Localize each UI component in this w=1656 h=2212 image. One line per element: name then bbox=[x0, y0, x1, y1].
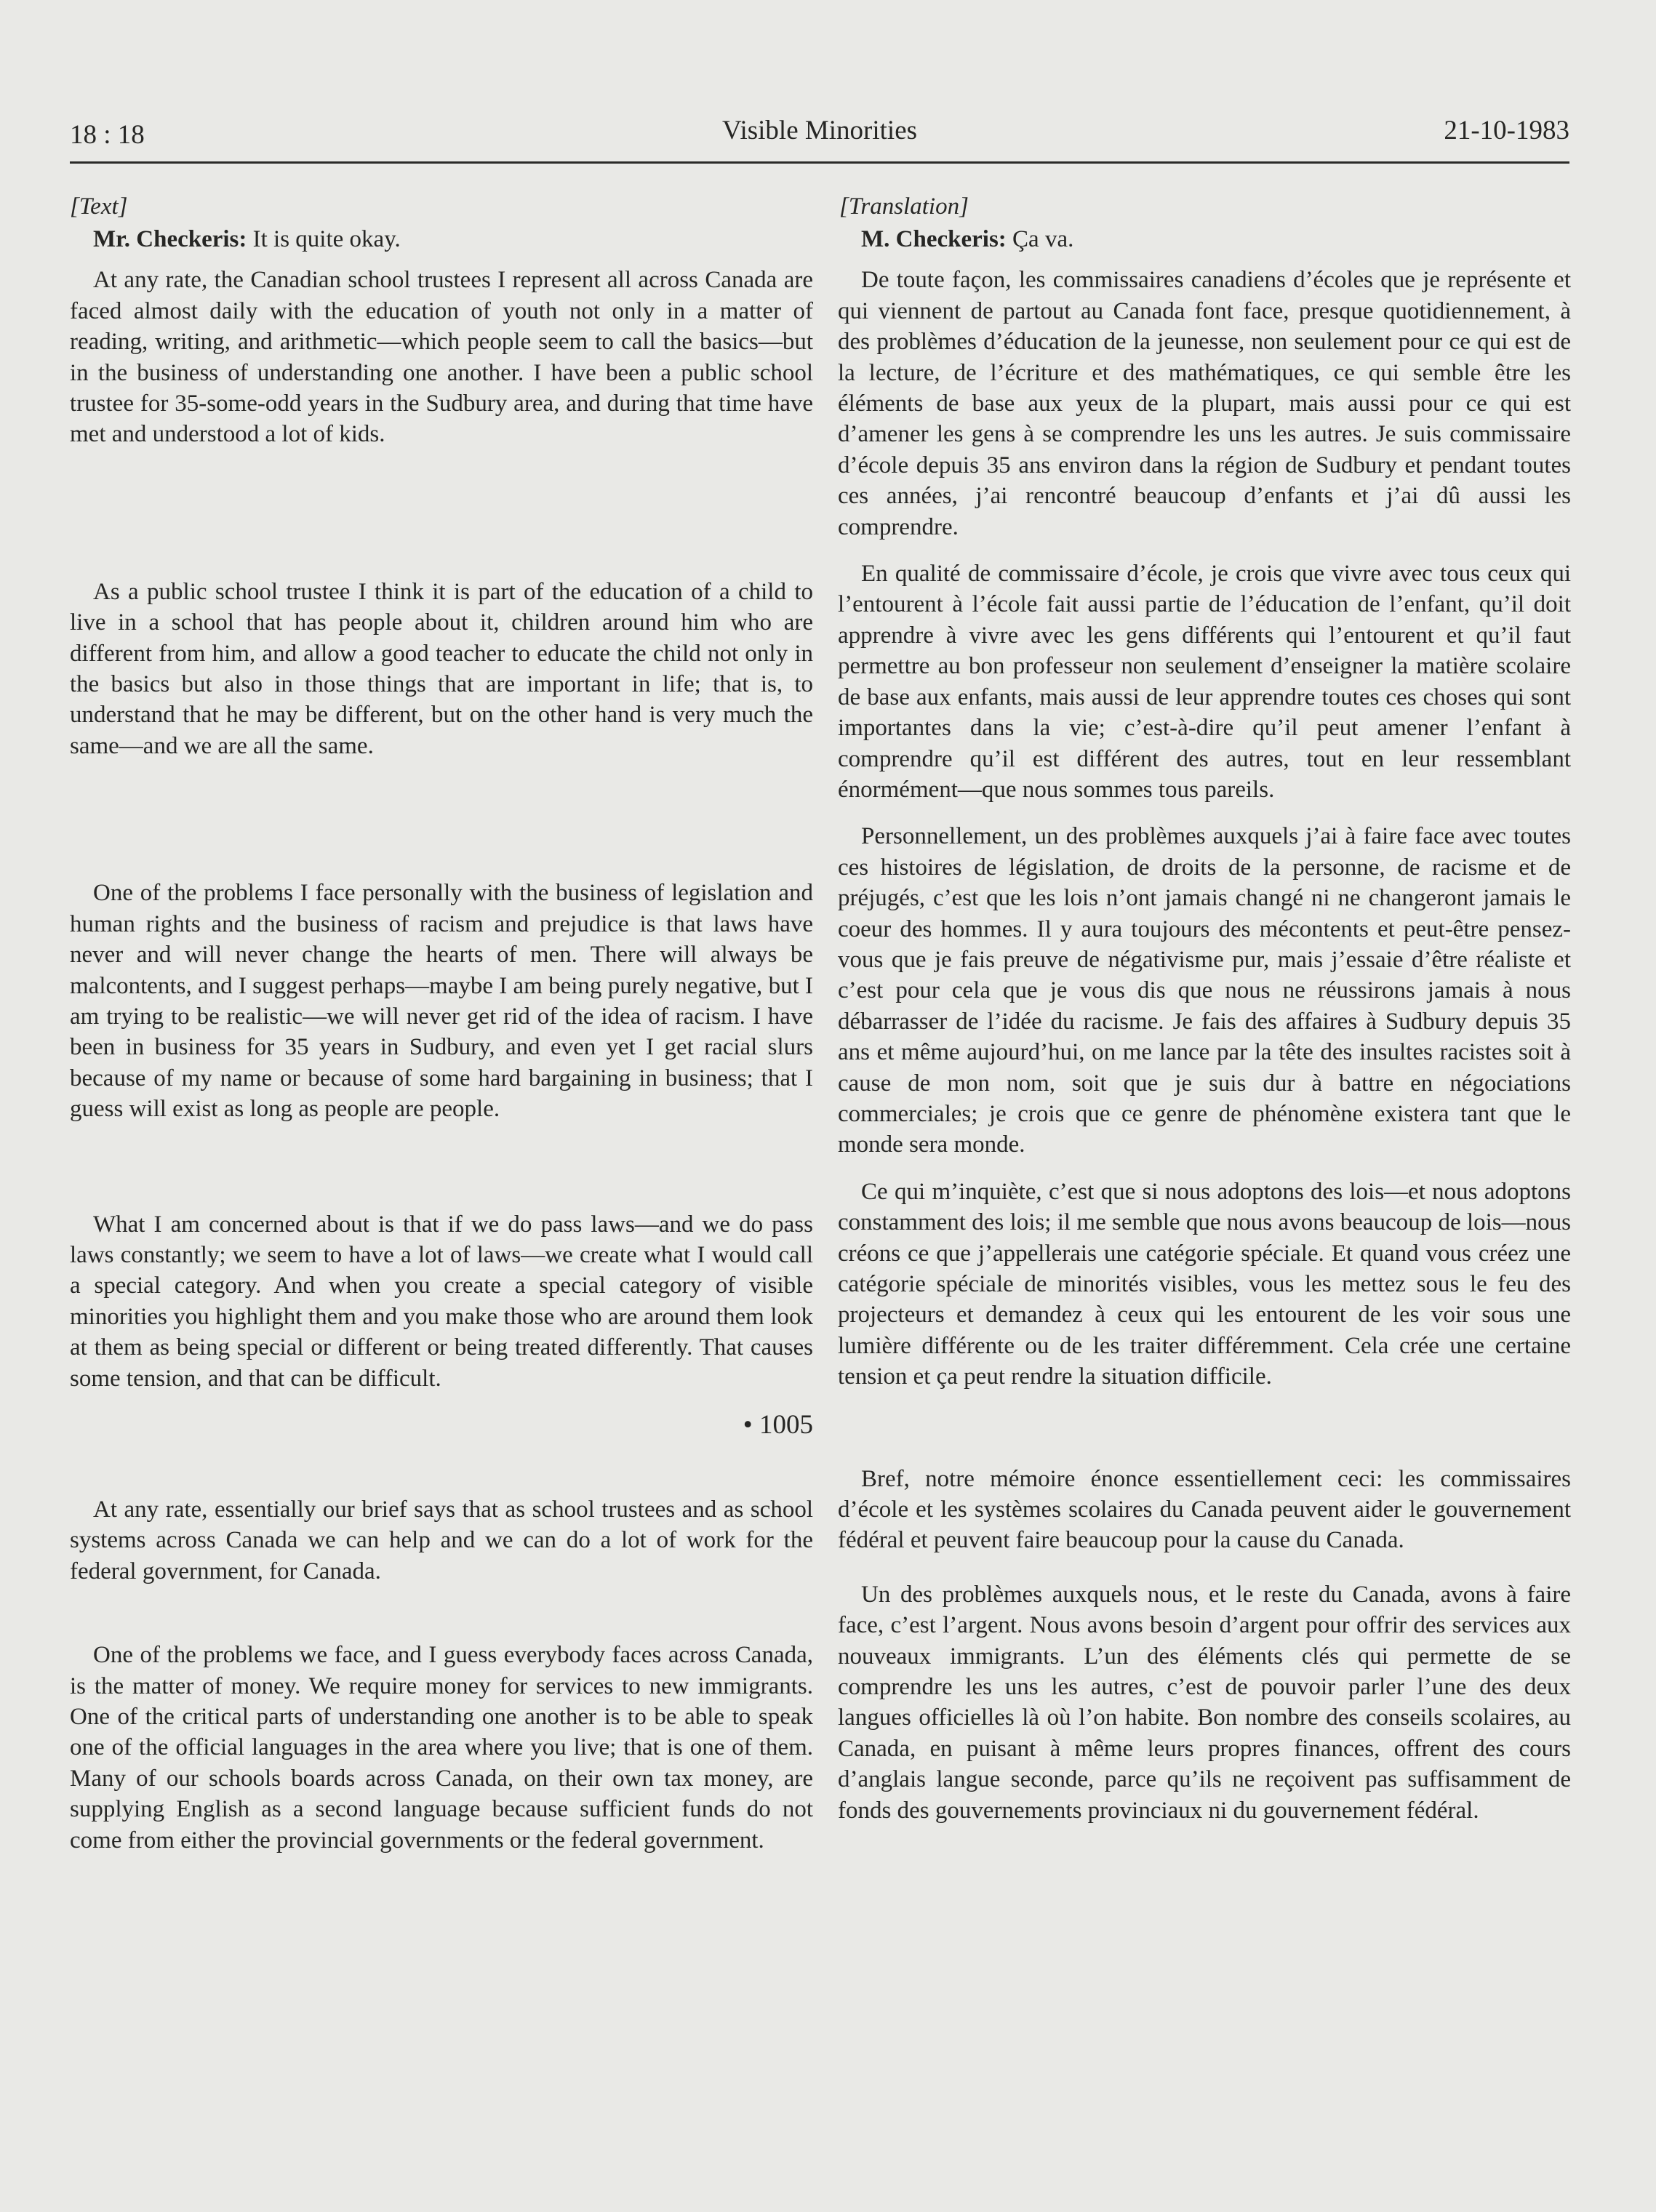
speaker-remark: Ça va. bbox=[1006, 226, 1074, 252]
timestamp-marker: • 1005 bbox=[743, 1409, 813, 1440]
paragraph: De toute façon, les commissaires canadiens d’écoles que je représente et qui viennent de partout au Canada font face, presque quotidiennement, à des problèmes d’éducation de la jeunesse, non seulement pour ce qui est de la lecture, de l’écriture et des mathématiques, ce qui semble être les éléments de base aux yeux de la plupart, mais aussi pour ce qui est d’amener les gens à se comprendre les uns les autres. Je suis commissaire d’école depuis 35 ans environ dans la région de Sudbury et pendant toutes ces années, j’ai rencontré beaucoup d’enfants et j’ai dû aussi les comprendre. bbox=[838, 267, 1571, 540]
speaker-line bbox=[70, 224, 813, 255]
paragraph: Bref, notre mémoire énonce essentiellement ceci: les commissaires d’école et les systèmes scolaires du Canada peuvent aider le gouvernement fédéral et peuvent faire beaucoup pour la cause du Canada. bbox=[838, 1465, 1571, 1554]
paragraph: Personnellement, un des problèmes auxquels j’ai à faire face avec toutes ces histoires de législation, de droits de la personne, de racisme et de préjugés, c’est que les lois n’ont jamais changé ni ne changeront jamais le coeur des hommes. Il y aura toujours des mécontents et peut-être pensez-vous que je fais preuve de négativisme pur, mais j’essaie d’être réaliste et c’est pour cela que je vous dis que nous ne réussirons jamais à nous débarrasser de l’idée du racisme. Je fais des affaires à Sudbury depuis 35 ans et même aujourd’hui, on me lance par la tête des insultes racistes soit à cause de mon nom, soit que je suis dur à battre en négociations commerciales; je crois que ce genre de phénomène existera tant que le monde sera monde. bbox=[838, 823, 1571, 1158]
paragraph: As a public school trustee I think it is part of the education of a child to live in a school that has people about it, children around him who are different from him, and allow a good teacher to educate the child not only in the basics but also in those things that are important in life; that is, to understand that he may be different, but on the other hand is very much the same—and we are all the same. bbox=[70, 578, 813, 759]
column-label-translation: [Translation] bbox=[839, 193, 969, 220]
paragraph: At any rate, the Canadian school trustees I represent all across Canada are faced almost daily with the education of youth not only in a matter of reading, writing, and arithmetic—which people seem to call the basics—but in the business of understanding one another. I have been a public school trustee for 35-some-odd years in the Sudbury area, and during that time have met and understood a lot of kids. bbox=[70, 267, 813, 448]
paragraph: Ce qui m’inquiète, c’est que si nous adoptons des lois—et nous adoptons constamment des lois; il me semble que nous avons beaucoup de lois—nous créons ce que j’appellerais une catégorie spéciale. Et quand vous créez une catégorie spéciale de minorités visibles, vous les mettez sous le feu des projecteurs et demandez à ceux qui les entourent de les voir sous une lumière différente ou de les traiter différemment. Cela crée une certaine tension et ça peut rendre la situation difficile. bbox=[838, 1178, 1571, 1390]
paragraph: One of the problems I face personally with the business of legislation and human rights and the business of racism and prejudice is that laws have never and will never change the hearts of men. There will always be malcontents, and I suggest perhaps—maybe I am being purely negative, but I am trying to be realistic—we will never get rid of the idea of racism. I have been in business for 35 years in Sudbury, and even yet I get racial slurs because of my name or because of some hard bargaining in business; that I guess will exist as long as people are people. bbox=[70, 880, 813, 1123]
paragraph: At any rate, essentially our brief says that as school trustees and as school systems across Canada we can help and we can do a lot of work for the federal government, for Canada. bbox=[70, 1496, 813, 1584]
paragraph: One of the problems we face, and I guess everybody faces across Canada, is the matter of money. We require money for services to new immigrants. One of the critical parts of understanding one another is to be able to speak one of the official languages in the area where you live; that is one of them. Many of our schools boards across Canada, on their own tax money, are supplying English as a second language because sufficient funds do not come from either the provincial governments or the federal government. bbox=[70, 1642, 813, 1854]
paragraph: En qualité de commissaire d’école, je crois que vivre avec tous ceux qui l’entourent à l’école fait aussi partie de l’éducation de l’enfant, qu’il doit apprendre à vivre avec les gens différents qui l’entourent et qu’il faut permettre au bon professeur non seulement d’enseigner la matière scolaire de base aux enfants, mais aussi de leur apprendre toutes ces choses qui sont importantes dans la vie; c’est-à-dire qu’il peut amener l’enfant à comprendre qu’il est différent des autres, tout en leur ressemblant énormément—que nous sommes tous pareils. bbox=[838, 561, 1571, 803]
french-column bbox=[838, 191, 1571, 1826]
speaker-remark: It is quite okay. bbox=[247, 226, 401, 252]
paragraph: What I am concerned about is that if we do pass laws—and we do pass laws constantly; we seem to have a lot of laws—we create what I would call a special category. And when you create a special category of visible minorities you highlight them and you make those who are around them look at them as being special or different or being treated differently. That causes some tension, and that can be difficult. bbox=[70, 1211, 813, 1392]
document-date: 21-10-1983 bbox=[1444, 116, 1569, 145]
page-header bbox=[70, 115, 1569, 156]
paragraph: Un des problèmes auxquels nous, et le reste du Canada, avons à faire face, c’est l’argent. Nous avons besoin d’argent pour offrir des services aux nouveaux immigrants. L’un des éléments clés qui permette de se comprendre les uns les autres, c’est de pouvoir parler l’une des deux langues officielles là où l’on habite. Bon nombre des conseils scolaires, au Canada, en puisant à même leurs propres finances, offrent des cours d’anglais langue seconde, parce qu’ils ne reçoivent pas suffisamment de fonds des gouvernements provinciaux ni du gouvernement fédéral. bbox=[838, 1581, 1571, 1824]
header-rule bbox=[70, 161, 1569, 164]
speaker-name: M. Checkeris: bbox=[861, 226, 1007, 252]
speaker-line bbox=[838, 224, 1571, 255]
column-label-text: [Text] bbox=[70, 193, 128, 220]
document-title: Visible Minorities bbox=[721, 116, 918, 145]
page-number: 18 : 18 bbox=[70, 120, 145, 150]
english-column bbox=[70, 191, 813, 1856]
speaker-name: Mr. Checkeris: bbox=[93, 226, 247, 252]
